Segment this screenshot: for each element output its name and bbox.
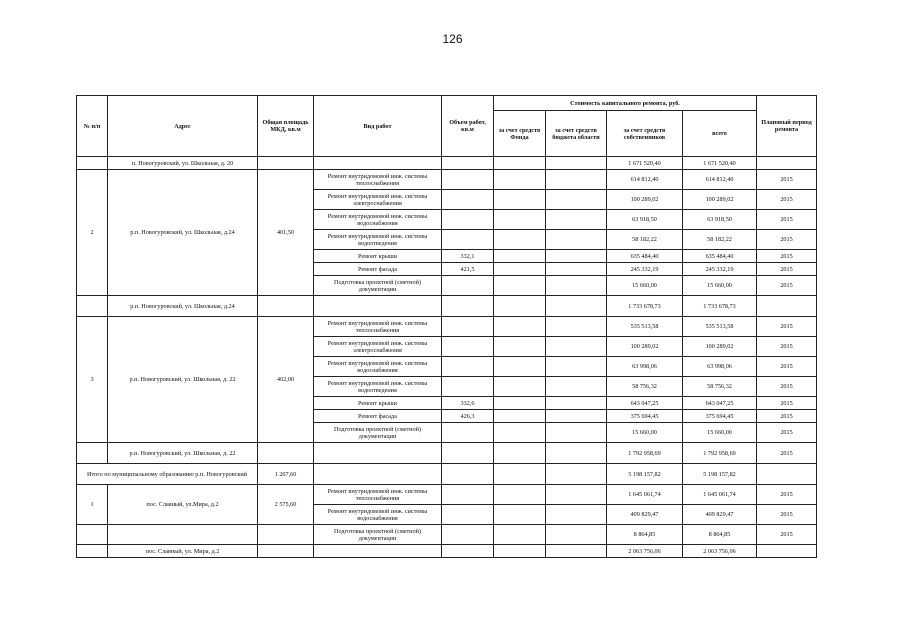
cost-owners: 614 812,40: [607, 170, 683, 190]
work-type: Ремонт фасада: [314, 410, 442, 423]
subtotal-period: 2015: [757, 443, 817, 464]
header-budget: за счет средств бюджета области: [546, 111, 607, 157]
cost-owners: 375 694,45: [607, 410, 683, 423]
total-area: 1 207,60: [258, 464, 314, 485]
repair-period: 2015: [757, 505, 817, 525]
work-volume: 426,3: [442, 410, 494, 423]
cost-total: 63 998,06: [683, 357, 757, 377]
work-volume: [442, 377, 494, 397]
cost-total: 8 864,85: [683, 525, 757, 545]
subtotal-owners: 1 671 520,40: [607, 157, 683, 170]
table-row: [77, 485, 817, 505]
repair-period: 2015: [757, 525, 817, 545]
work-volume: [442, 317, 494, 337]
repair-period: 2015: [757, 423, 817, 443]
repair-period: 2015: [757, 190, 817, 210]
table-row: [77, 170, 817, 190]
cost-owners: 409 829,47: [607, 505, 683, 525]
cost-owners: 535 513,58: [607, 317, 683, 337]
repair-period: 2015: [757, 250, 817, 263]
work-type: Ремонт крыши: [314, 397, 442, 410]
work-volume: [442, 357, 494, 377]
total-owners: 5 198 157,82: [607, 464, 683, 485]
cost-total: 100 289,02: [683, 337, 757, 357]
subtotal-label: р.п. Новогуровский, ул. Школьная, д.24: [108, 296, 258, 317]
subtotal-label: п. Новогуровский, ул. Школьная, д. 20: [108, 157, 258, 170]
capital-repair-table: [76, 95, 817, 558]
work-volume: [442, 423, 494, 443]
cost-total: 535 513,58: [683, 317, 757, 337]
total-row: [77, 464, 817, 485]
work-type: Подготовка проектной (сметной) документации: [314, 525, 442, 545]
work-volume: 332,6: [442, 397, 494, 410]
work-type: Ремонт внутридомовой инж. системы водоотведения: [314, 377, 442, 397]
cost-total: 100 289,02: [683, 190, 757, 210]
cost-owners: 1 645 061,74: [607, 485, 683, 505]
header-area: Общая площадь МКД, кв.м: [258, 96, 314, 157]
subtotal-row: [77, 443, 817, 464]
cost-total: 1 645 061,74: [683, 485, 757, 505]
repair-period: 2015: [757, 397, 817, 410]
cost-total: 635 484,40: [683, 250, 757, 263]
page-number: 126: [442, 32, 463, 46]
row-address: р.п. Новогуровский, ул. Школьная, д.24: [108, 170, 258, 296]
work-type: Ремонт внутридомовой инж. системы теплоснабжения: [314, 170, 442, 190]
cost-owners: 100 289,02: [607, 337, 683, 357]
work-type: Ремонт внутридомовой инж. системы водоснабжения: [314, 357, 442, 377]
row-num: 2: [77, 170, 108, 296]
repair-period: 2015: [757, 357, 817, 377]
repair-period: 2015: [757, 410, 817, 423]
cost-total: 63 918,50: [683, 210, 757, 230]
subtotal-label: пос. Славный, ул. Мира, д.2: [108, 545, 258, 558]
subtotal-label: р.п. Новогуровский, ул. Школьная, д. 22: [108, 443, 258, 464]
subtotal-owners: 1 733 678,73: [607, 296, 683, 317]
work-type: Ремонт фасада: [314, 263, 442, 276]
repair-period: 2015: [757, 377, 817, 397]
work-type: Ремонт внутридомовой инж. системы водоотведения: [314, 230, 442, 250]
header-volume: Объем работ, кв.м: [442, 96, 494, 157]
repair-period: 2015: [757, 276, 817, 296]
work-volume: [442, 337, 494, 357]
cost-total: 58 182,22: [683, 230, 757, 250]
header-total: всего: [683, 111, 757, 157]
work-type: Ремонт внутридомовой инж. системы теплоснабжения: [314, 485, 442, 505]
repair-period: 2015: [757, 210, 817, 230]
row-num: 3: [77, 317, 108, 443]
subtotal-row: [77, 296, 817, 317]
row-area: 2 575,60: [258, 485, 314, 525]
cost-total: 245 332,19: [683, 263, 757, 276]
repair-period: 2015: [757, 317, 817, 337]
row-num: 1: [77, 485, 108, 525]
table-row: [77, 525, 817, 545]
work-type: Ремонт внутридомовой инж. системы водоснабжения: [314, 210, 442, 230]
work-volume: 421,5: [442, 263, 494, 276]
cost-total: 643 047,25: [683, 397, 757, 410]
header-owners: за счет средств собственников: [607, 111, 683, 157]
work-volume: 332,1: [442, 250, 494, 263]
cost-owners: 643 047,25: [607, 397, 683, 410]
work-type: Ремонт внутридомовой инж. системы электроснабжения: [314, 190, 442, 210]
header-period: Плановый период ремонта: [757, 96, 817, 157]
cost-total: 58 756,32: [683, 377, 757, 397]
subtotal-total: 2 063 756,06: [683, 545, 757, 558]
header-work-type: Вид работ: [314, 96, 442, 157]
work-type: Подготовка проектной (сметной) документации: [314, 423, 442, 443]
table-row: [77, 317, 817, 337]
row-address: р.п. Новогуровский, ул. Школьная, д. 22: [108, 317, 258, 443]
work-volume: [442, 276, 494, 296]
cost-total: 375 694,45: [683, 410, 757, 423]
header-num: № п/п: [77, 96, 108, 157]
repair-period: 2015: [757, 263, 817, 276]
cost-owners: 58 182,22: [607, 230, 683, 250]
subtotal-row: [77, 545, 817, 558]
cost-total: 614 812,40: [683, 170, 757, 190]
work-volume: [442, 190, 494, 210]
cost-owners: 63 998,06: [607, 357, 683, 377]
header-cost-group: Стоимость капитального ремонта, руб.: [494, 96, 757, 111]
work-type: Ремонт внутридомовой инж. системы теплоснабжения: [314, 317, 442, 337]
cost-total: 15 660,00: [683, 423, 757, 443]
header-fund: за счет средств Фонда: [494, 111, 546, 157]
cost-total: 15 660,00: [683, 276, 757, 296]
cost-owners: 63 918,50: [607, 210, 683, 230]
work-type: Ремонт внутридомовой инж. системы водоснабжения: [314, 505, 442, 525]
total-total: 5 198 157,82: [683, 464, 757, 485]
repair-period: 2015: [757, 230, 817, 250]
subtotal-row: [77, 157, 817, 170]
subtotal-total: 1 792 958,69: [683, 443, 757, 464]
row-area: 402,00: [258, 317, 314, 443]
cost-owners: 8 864,85: [607, 525, 683, 545]
cost-owners: 15 660,00: [607, 423, 683, 443]
repair-period: 2015: [757, 337, 817, 357]
cost-owners: 15 660,00: [607, 276, 683, 296]
row-address: пос. Славный, ул.Мира, д.2: [108, 485, 258, 525]
work-type: Ремонт внутридомовой инж. системы электроснабжения: [314, 337, 442, 357]
cost-owners: 100 289,02: [607, 190, 683, 210]
subtotal-total: 1 733 678,73: [683, 296, 757, 317]
repair-period: 2015: [757, 170, 817, 190]
cost-owners: 635 484,40: [607, 250, 683, 263]
subtotal-total: 1 671 520,40: [683, 157, 757, 170]
cost-owners: 245 332,19: [607, 263, 683, 276]
row-area: 401,50: [258, 170, 314, 296]
subtotal-owners: 2 063 756,06: [607, 545, 683, 558]
subtotal-owners: 1 792 958,69: [607, 443, 683, 464]
work-volume: [442, 170, 494, 190]
work-type: Ремонт крыши: [314, 250, 442, 263]
work-volume: [442, 230, 494, 250]
repair-period: 2015: [757, 485, 817, 505]
work-volume: [442, 210, 494, 230]
total-label: Итого по муниципальному образованию р.п. Новогуровский: [77, 464, 258, 485]
cost-total: 409 829,47: [683, 505, 757, 525]
cost-owners: 58 756,32: [607, 377, 683, 397]
header-address: Адрес: [108, 96, 258, 157]
work-type: Подготовка проектной (сметной) документации: [314, 276, 442, 296]
